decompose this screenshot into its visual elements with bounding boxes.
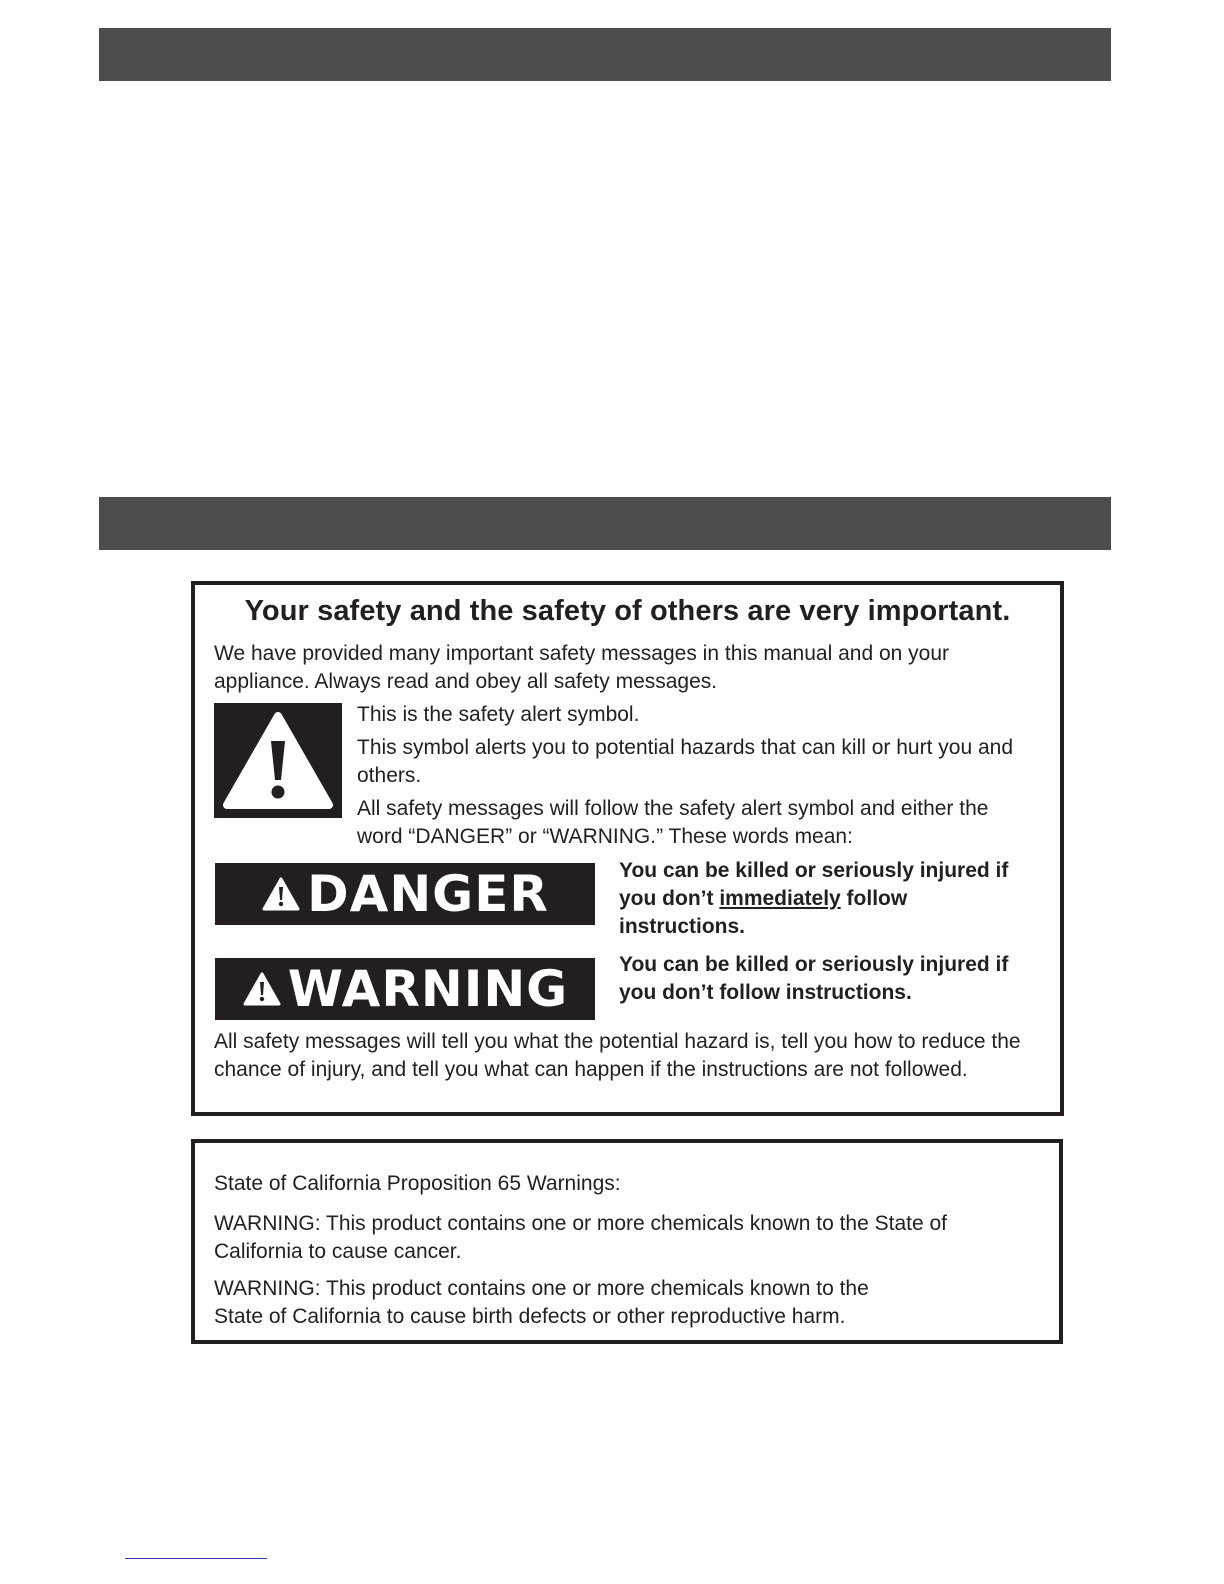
prop65-birth-defects-warning-line1: WARNING: This product contains one or more chemicals known to the bbox=[214, 1277, 869, 1300]
safety-information-box bbox=[191, 581, 1064, 1116]
danger-text-end: follow instructions. bbox=[619, 887, 908, 938]
warning-word: WARNING bbox=[287, 960, 569, 1018]
safety-closing: All safety messages will tell you what the potential hazard is, tell you how to reduce the chance of injury, and tell you what can happen if the instructions are not followed. bbox=[214, 1030, 1021, 1081]
safety-intro: We have provided many important safety messages in this manual and on your appliance. Always read and obey all safety messages. bbox=[214, 642, 949, 693]
prop65-title: State of California Proposition 65 Warnings: bbox=[214, 1172, 621, 1195]
warning-alert-icon bbox=[242, 971, 282, 1007]
danger-meaning bbox=[619, 857, 1039, 941]
danger-text-emphasis: immediately bbox=[719, 887, 841, 910]
safety-alert-symbol-icon bbox=[214, 703, 342, 818]
danger-word: DANGER bbox=[307, 865, 549, 923]
section-header-bar-top bbox=[99, 28, 1111, 81]
warning-signal-label bbox=[215, 958, 595, 1020]
signal-words-intro: All safety messages will follow the safety alert symbol and either the word “DANGER” or “WARNING.” These words mean: bbox=[357, 797, 989, 848]
danger-alert-icon bbox=[261, 876, 301, 912]
prop65-cancer-warning: WARNING: This product contains one or more chemicals known to the State of California to cause cancer. bbox=[214, 1212, 947, 1263]
safety-heading: Your safety and the safety of others are very important. bbox=[244, 595, 1011, 627]
prop65-birth-defects-warning-line2: State of California to cause birth defects or other reproductive harm. bbox=[214, 1305, 846, 1328]
alert-hazards-description: This symbol alerts you to potential hazards that can kill or hurt you and others. bbox=[357, 736, 1014, 787]
warning-meaning: You can be killed or seriously injured if you don’t follow instructions. bbox=[619, 953, 1009, 1004]
danger-text-start: You can be killed or seriously injured if you don’t bbox=[619, 859, 1009, 910]
section-header-bar-safety bbox=[99, 497, 1111, 550]
prop65-warning-box bbox=[191, 1139, 1063, 1344]
footer-rule bbox=[125, 1558, 267, 1559]
danger-signal-label bbox=[215, 863, 595, 925]
alert-symbol-description: This is the safety alert symbol. bbox=[357, 703, 640, 726]
